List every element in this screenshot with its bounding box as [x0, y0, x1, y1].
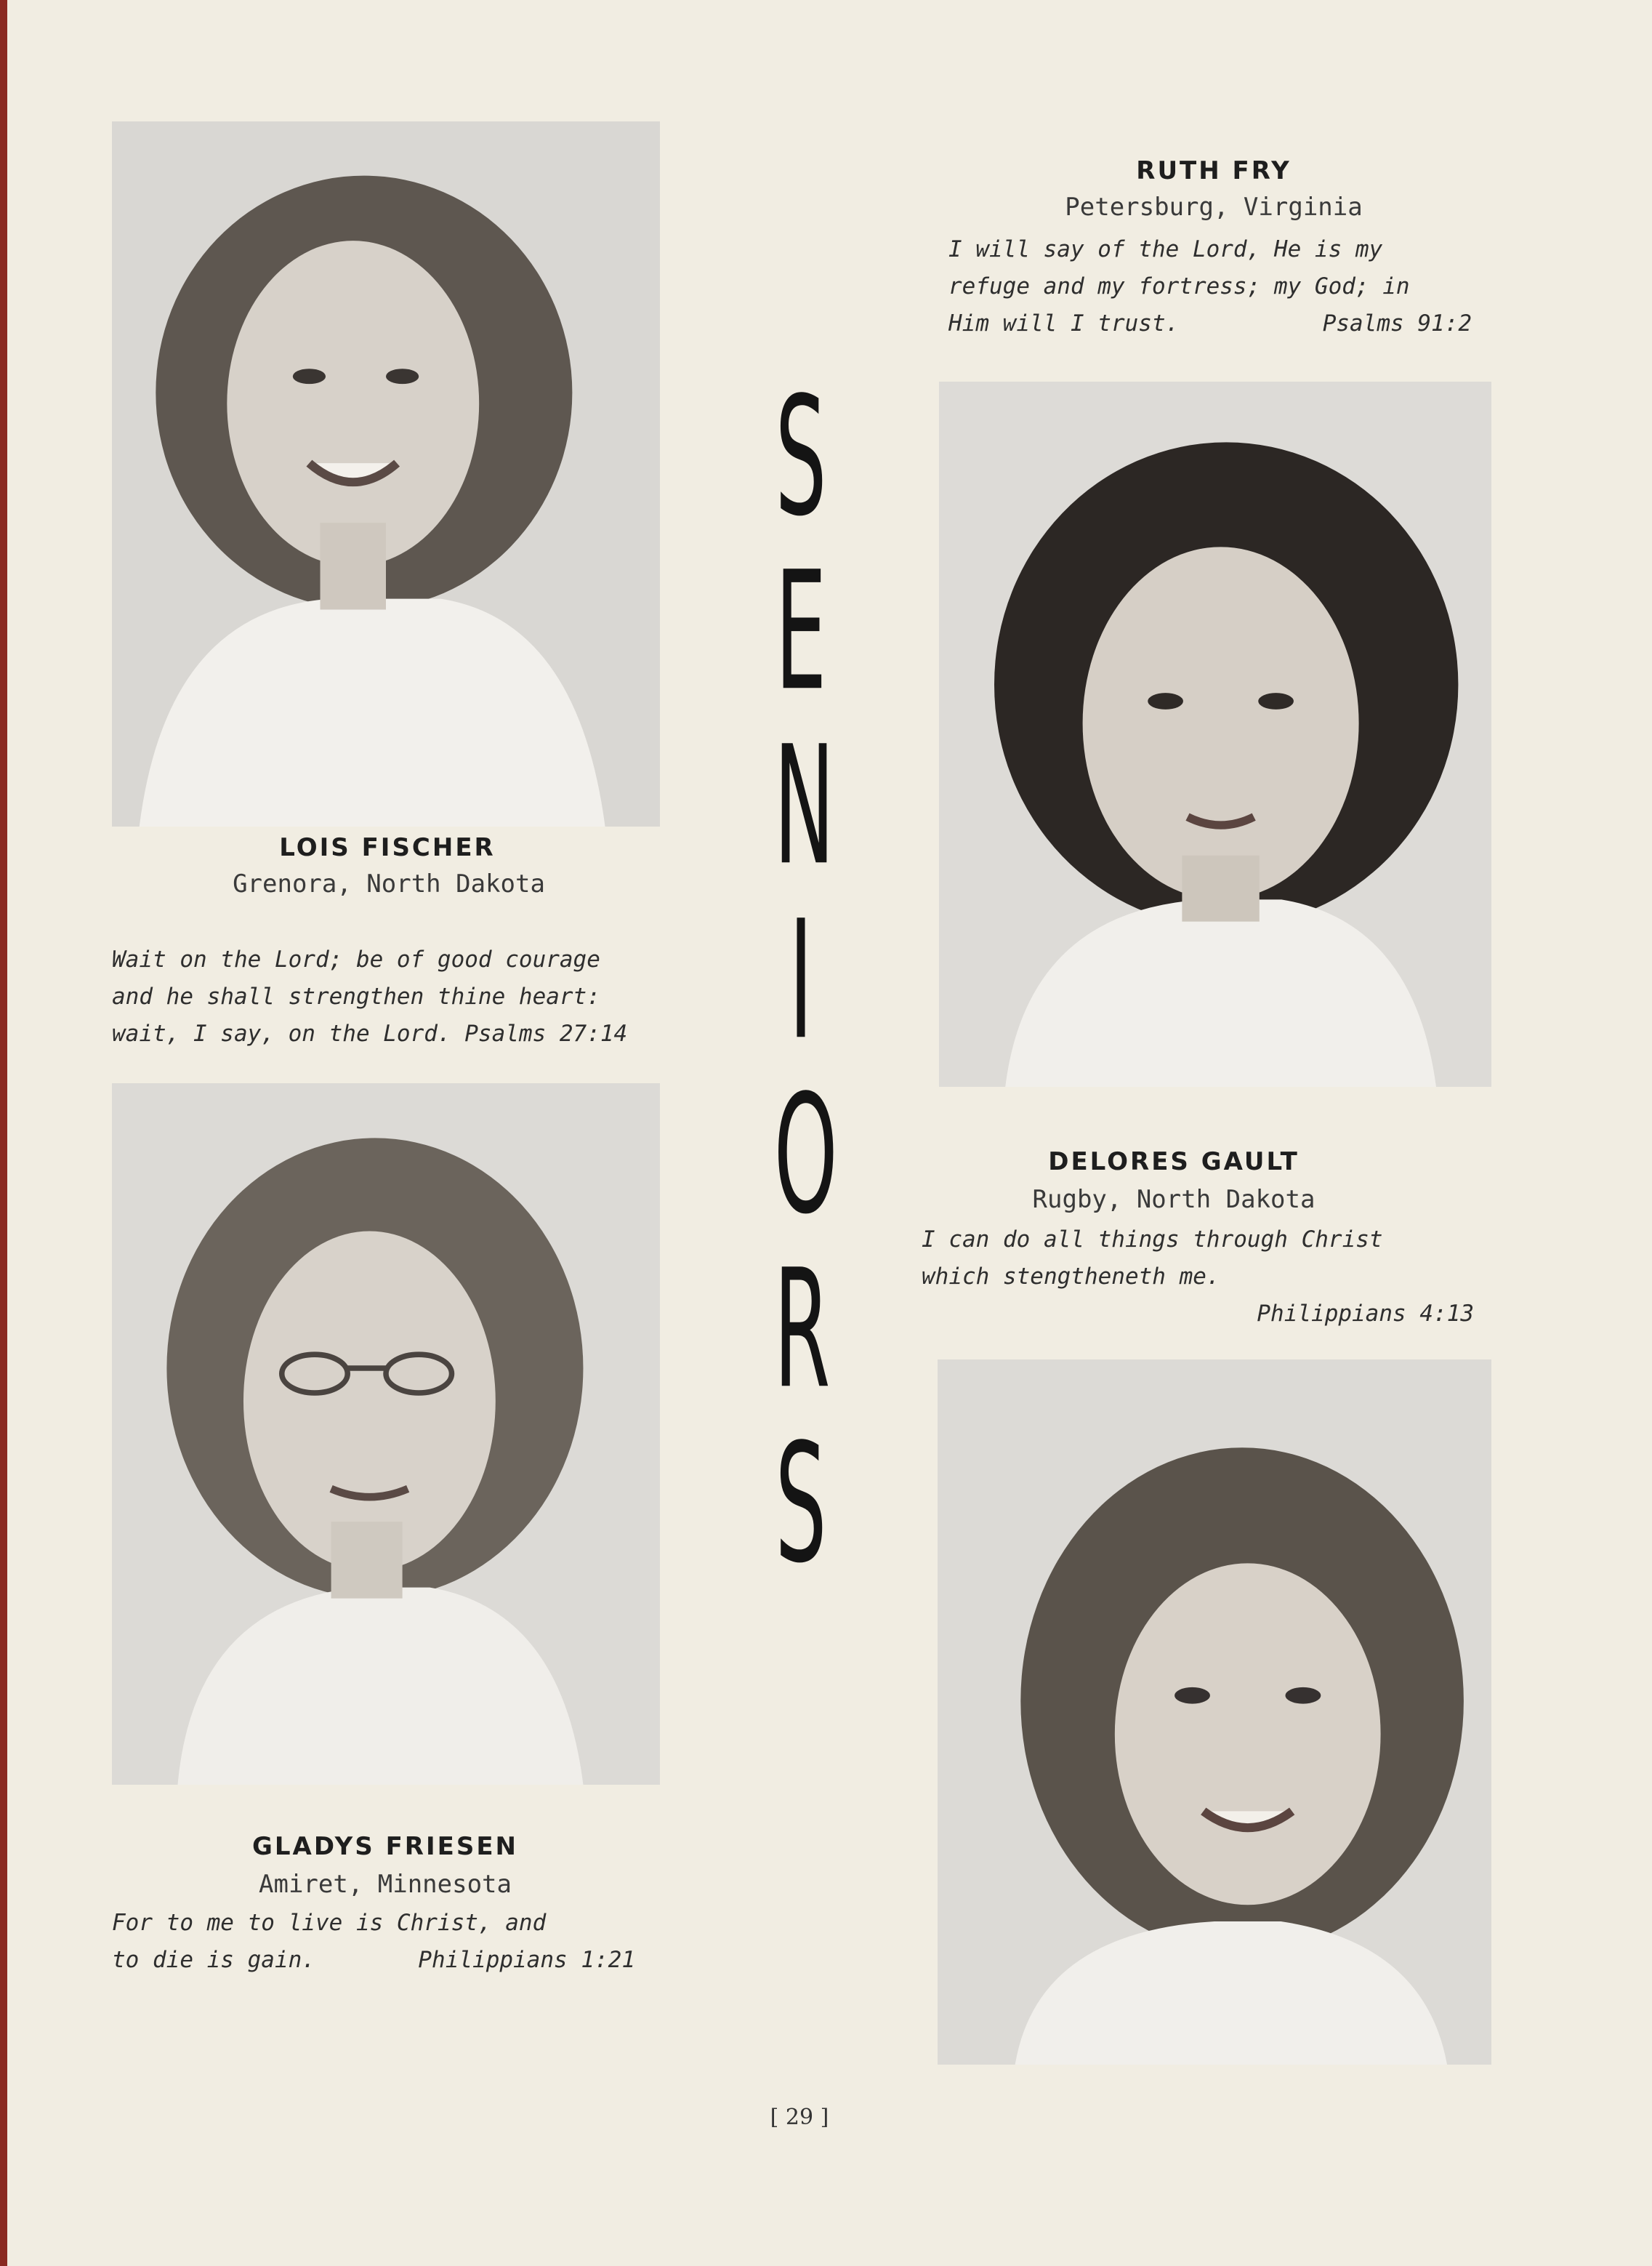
senior-name: DELORES GAULT: [1048, 1147, 1300, 1176]
heading-letter: R: [773, 1234, 831, 1425]
heading-letter: S: [775, 362, 827, 553]
page-spine-edge: [0, 0, 7, 2266]
senior-verse: [112, 941, 686, 1053]
verse-reference: Psalms 91:2: [1322, 310, 1472, 337]
heading-letter: I: [789, 885, 813, 1076]
verse-line: I will say of the Lord, He is my: [948, 236, 1383, 262]
portrait-lois-fischer: [112, 121, 660, 827]
senior-verse: [112, 1905, 635, 1979]
verse-line: Him will I trust.: [948, 310, 1180, 337]
verse-line: which stengtheneth me.: [922, 1263, 1220, 1290]
verse-reference: Philippians 1:21: [418, 1947, 635, 1973]
verse-line: For to me to live is Christ, and: [112, 1910, 547, 1936]
verse-line: wait, I say, on the Lord. Psalms 27:14: [112, 1021, 628, 1047]
senior-name: RUTH FRY: [1136, 156, 1292, 185]
senior-hometown: Petersburg, Virginia: [1065, 193, 1363, 222]
seniors-heading: [757, 362, 845, 1599]
verse-line: and he shall strengthen thine heart:: [112, 984, 600, 1010]
verse-line: refuge and my fortress; my God; in: [948, 273, 1410, 300]
heading-letter: E: [775, 537, 827, 727]
senior-hometown: Grenora, North Dakota: [233, 869, 545, 899]
portrait-ruth-fry: [939, 382, 1491, 1087]
verse-line: I can do all things through Christ: [922, 1226, 1383, 1253]
portrait-gladys-friesen: [112, 1083, 660, 1785]
heading-letter: S: [775, 1409, 827, 1599]
portrait-delores-gault: [938, 1359, 1491, 2065]
heading-letter: O: [773, 1060, 838, 1250]
senior-verse: [948, 231, 1472, 342]
verse-line: Wait on the Lord; be of good courage: [112, 947, 600, 973]
senior-name: LOIS FISCHER: [279, 833, 496, 862]
senior-hometown: Amiret, Minnesota: [259, 1870, 512, 1899]
heading-letter: N: [773, 711, 835, 901]
verse-reference: Philippians 4:13: [1257, 1301, 1474, 1327]
senior-name: GLADYS FRIESEN: [251, 1832, 519, 1861]
senior-verse: [922, 1221, 1474, 1327]
senior-hometown: Rugby, North Dakota: [1032, 1185, 1315, 1214]
page-number: [ 29 ]: [770, 2105, 829, 2130]
verse-line: to die is gain.: [112, 1947, 315, 1973]
